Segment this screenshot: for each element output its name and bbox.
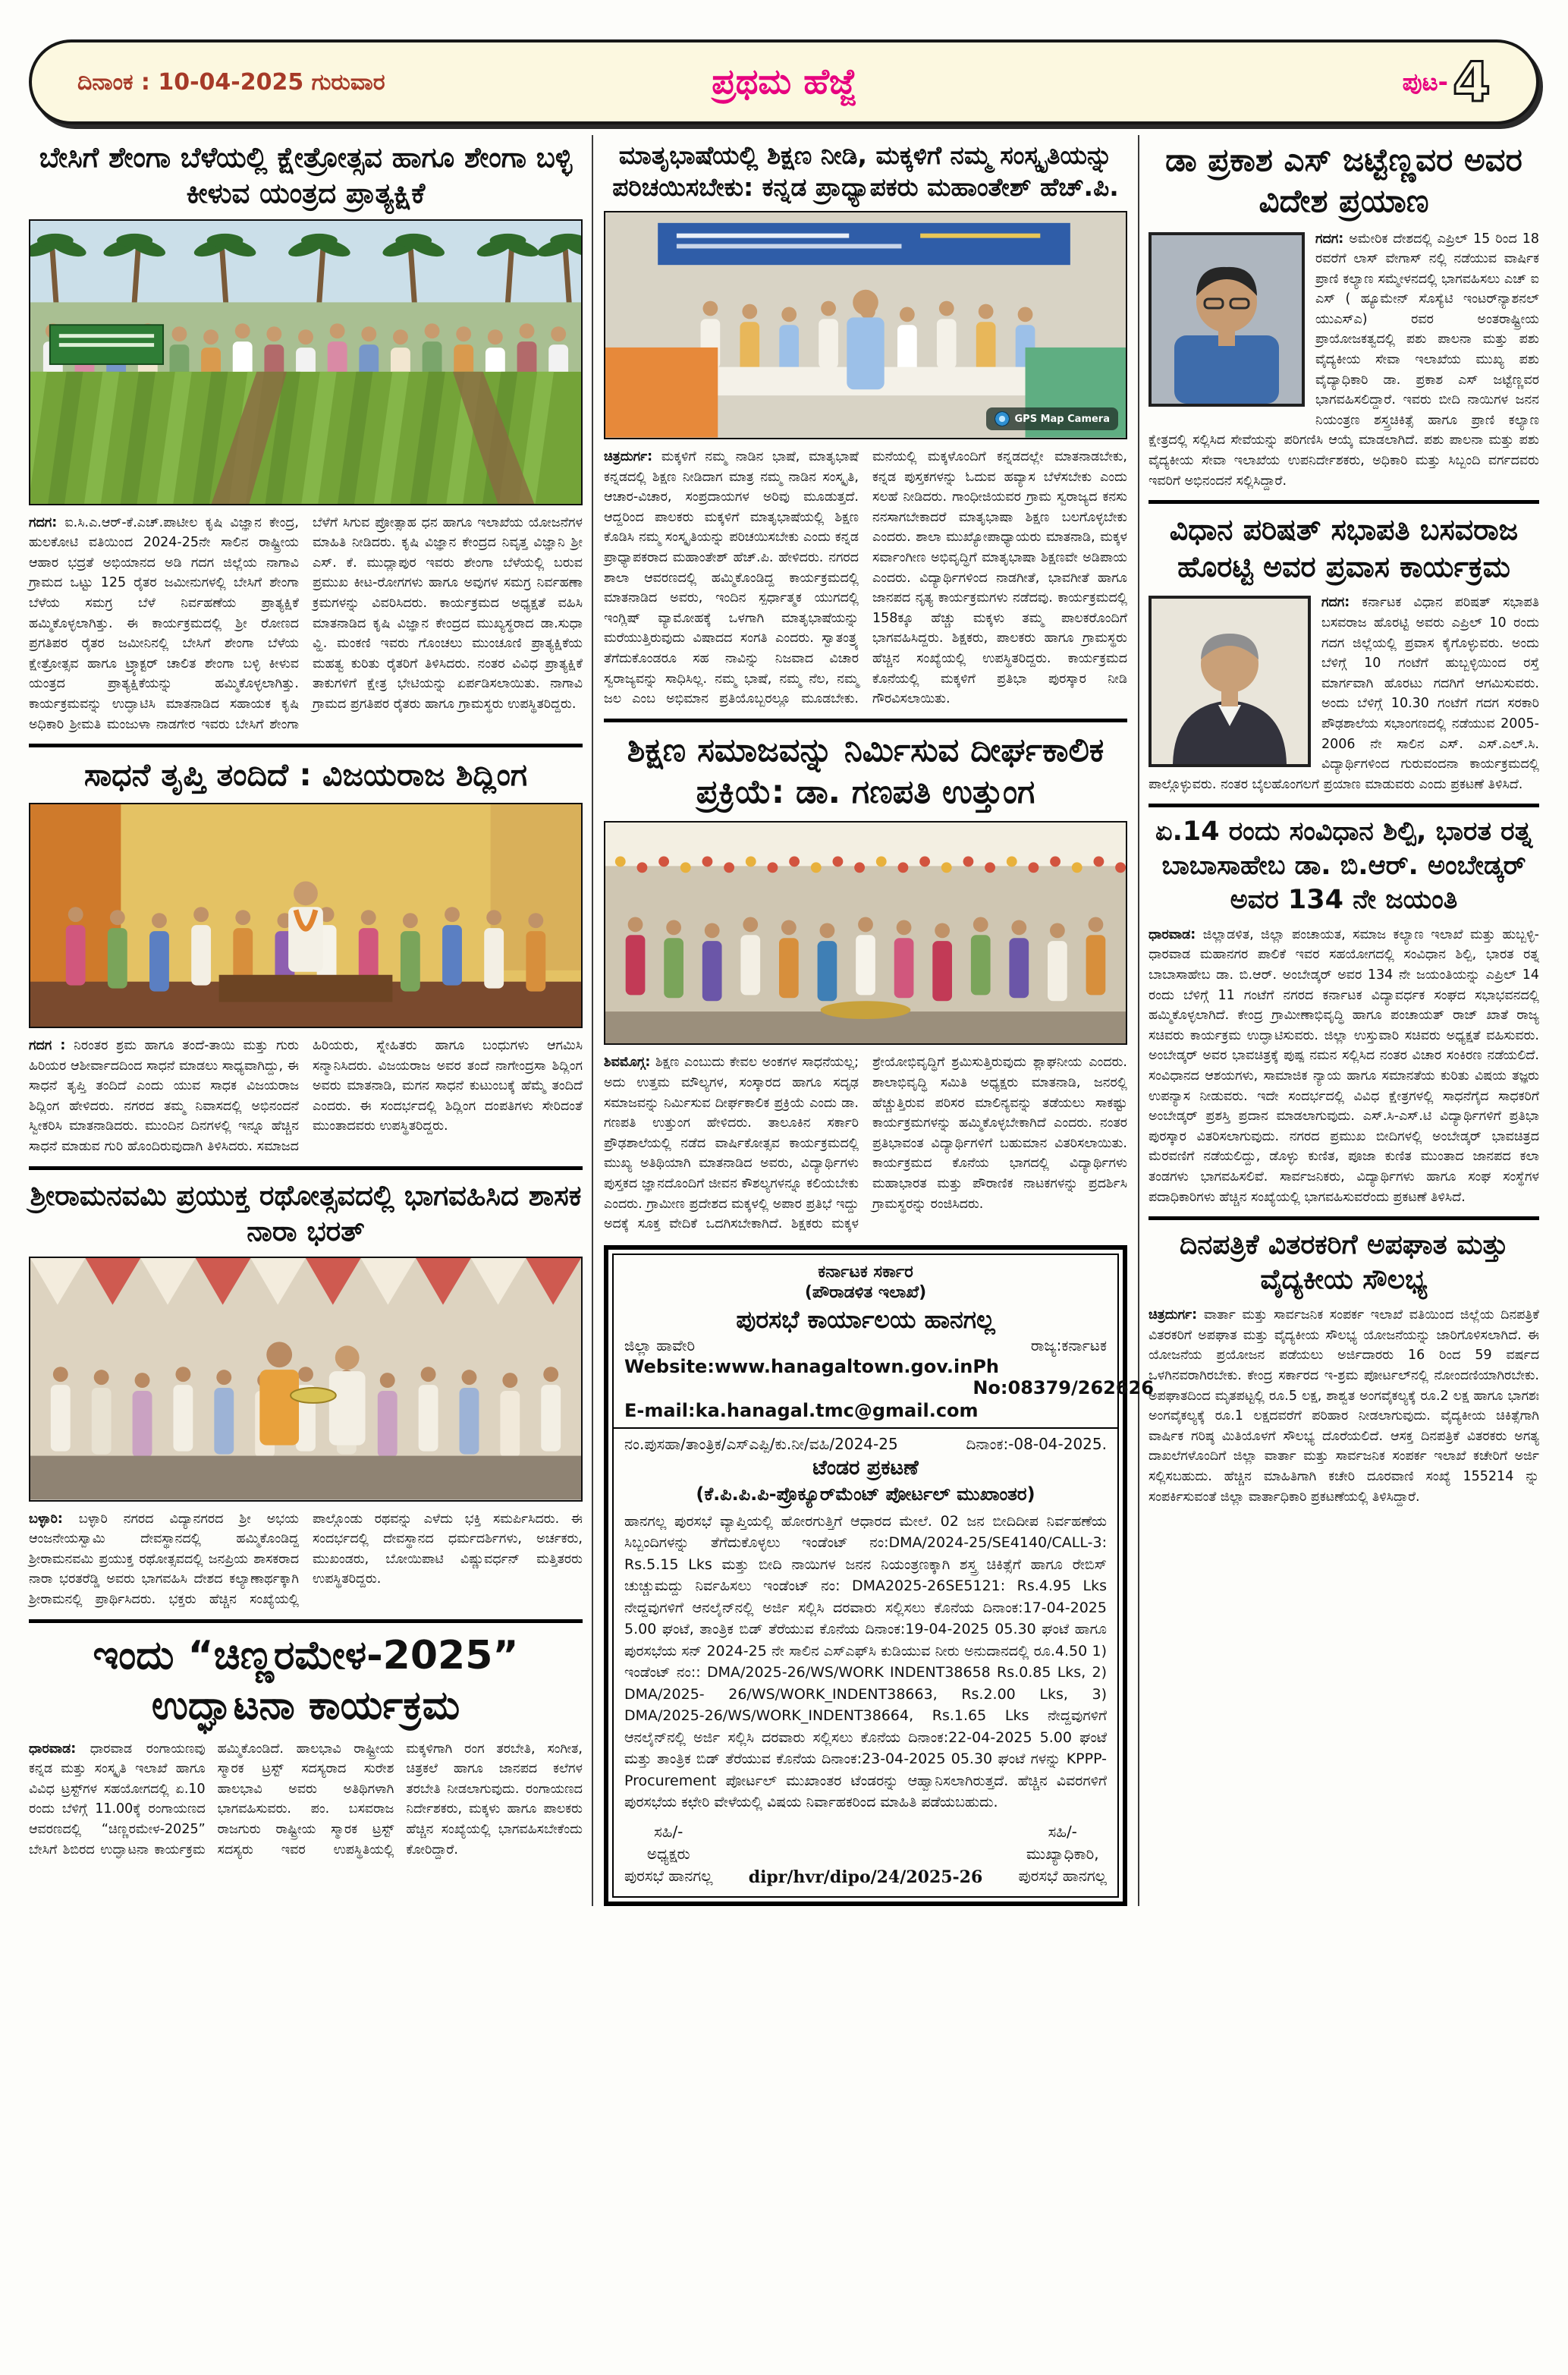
notice-office: ಪುರಸಭೆ ಕಾರ್ಯಾಲಯ ಹಾನಗಲ್ಲ: [736, 1304, 995, 1334]
gps-badge-label: GPS Map Camera: [1014, 413, 1110, 425]
article-groundnut-fieldday: [29, 140, 583, 735]
page-label: ಪುಟ-: [1402, 67, 1448, 96]
article-body: ಗದಗ: ಕರ್ನಾಟಕ ವಿಧಾನ ಪರಿಷತ್ ಸಭಾಪತಿ ಬಸವರಾಜ ಹೊರಟ್ಟಿ ಅವರು ಎಪ್ರಿಲ್ 10 ರಂದು ಗದಗ ಜಿಲ್ಲೆಯಲ್ಲಿ ಪ್ರವಾಸ ಕೈಗೊಳ್ಳುವರು. ಅಂದು ಬೆಳಿಗ್ಗೆ 10 ಗಂಟೆಗೆ ಹುಬ್ಬಳ್ಳಿಯಿಂದ ರಸ್ತೆ ಮಾರ್ಗವಾಗಿ ಹೊರಟು ಗದಗಿಗೆ ಆಗಮಿಸುವರು. ಅಂದು ಬೆಳಿಗ್ಗೆ 10.30 ಗಂಟೆಗೆ ಗದಗ ಸರಕಾರಿ ಪೌಢಶಾಲೆಯ ಸಭಾಂಗಣದಲ್ಲಿ ನಡೆಯುವ 2005-2006 ನೇ ಸಾಲಿನ ಎಸ್. ಎಸ್.ಎಲ್.ಸಿ. ವಿದ್ಯಾರ್ಥಿಗಳಿಂದ ಗುರುವಂದನಾ ಕಾರ್ಯಕ್ರಮದಲ್ಲಿ ಪಾಲ್ಗೊಳ್ಳುವರು. ನಂತರ ಬೈಲಹೊಂಗಲಗೆ ಪ್ರಯಾಣ ಮಾಡುವರು ಎಂದು ಪ್ರಕಟಣೆ ತಿಳಿಸಿದೆ.: [1149, 595, 1539, 792]
article-foreign-travel: [1149, 140, 1539, 491]
article-ambedkar-jayanti: [1149, 815, 1539, 1207]
article-headline: ವಿಧಾನ ಪರಿಷತ್ ಸಭಾಪತಿ ಬಸವರಾಜ ಹೊರಟ್ಟಿ ಅವರ ಪ್ರವಾಸ ಕಾರ್ಯಕ್ರಮ: [1169, 513, 1519, 584]
field-photo-illustration: [30, 221, 581, 504]
notice-ref-row: [624, 1435, 1107, 1453]
article-education-society: [604, 730, 1127, 1235]
notice-department: (ಪೌರಾಡಳಿತ ಇಲಾಖೆ): [804, 1282, 927, 1302]
felicitation-group-photo: [29, 803, 583, 1028]
article-body: ಧಾರವಾಡ: ಧಾರವಾಡ ರಂಗಾಯಣವು ಕನ್ನಡ ಮತ್ತು ಸಂಸ್ಕೃತಿ ಇಲಾಖೆ ಹಾಗೂ ವಿವಿಧ ಟ್ರಸ್ಟ್‌ಗಳ ಸಹಯೋಗದಲ್ಲಿ ಏ.10 ರಂದು ಬೆಳಿಗ್ಗೆ 11.00ಕ್ಕೆ ರಂಗಾಯಣದ ಆವರಣದಲ್ಲಿ “ಚಿಣ್ಣರಮೇಳ-2025” ಬೇಸಿಗೆ ಶಿಬಿರದ ಉದ್ಘಾಟನಾ ಕಾರ್ಯಕ್ರಮ ಹಮ್ಮಿಕೊಂಡಿದೆ. ಹಾಲಭಾವಿ ರಾಷ್ಟ್ರೀಯ ಸ್ಮಾರಕ ಟ್ರಸ್ಟ್ ಸದಸ್ಯರಾದ ಸುರೇಶ ಹಾಲಭಾವಿ ಅವರು ಅತಿಥಿಗಳಾಗಿ ಭಾಗವಹಿಸುವರು. ಪಂ. ಬಸವರಾಜ ರಾಜಗುರು ರಾಷ್ಟ್ರೀಯ ಸ್ಮಾರಕ ಟ್ರಸ್ಟ್ ಸದಸ್ಯರು ಇವರ ಉಪಸ್ಥಿತಿಯಲ್ಲಿ ಮಕ್ಕಳಿಗಾಗಿ ರಂಗ ತರಬೇತಿ, ಸಂಗೀತ, ಚಿತ್ರಕಲೆ ಹಾಗೂ ಜಾನಪದ ಕಲೆಗಳ ತರಬೇತಿ ನೀಡಲಾಗುವುದು. ರಂಗಾಯಣದ ನಿರ್ದೇಶಕರು, ಮಕ್ಕಳು ಹಾಗೂ ಪಾಲಕರು ಹೆಚ್ಚಿನ ಸಂಖ್ಯೆಯಲ್ಲಿ ಭಾಗವಹಿಸಬೇಕೆಂದು ಕೋರಿದ್ದಾರೆ.: [29, 1741, 583, 1858]
notice-body: ಹಾನಗಲ್ಲ ಪುರಸಭೆ ವ್ಯಾಪ್ತಿಯಲ್ಲಿ ಹೋರಗುತ್ತಿಗೆ ಆಧಾರದ ಮೇಲೆ. 02 ಜನ ಬೀದಿದೀಪ ನಿರ್ವಹಣೆಯ ಸಿಬ್ಬಂದಿಗಳನ್ನು ತೆಗೆದುಕೊಳ್ಳಲು ಇಂಡೆಂಟ್ ನಂ:DMA/2024-25/SE4140/CALL-3: Rs.5.15 Lks ಮತ್ತು ಬೀದಿ ನಾಯಿಗಳ ಜನನ ನಿಯಂತ್ರಣಕ್ಕಾಗಿ ಶಸ್ತ್ರ ಚಿಕಿತ್ಸೆಗೆ ಹಾಗೂ ರೇಬಿಸ್ ಚುಚ್ಚುಮದ್ದು ನಿರ್ವಹಿಸಲು ಇಂಡೆಂಟ್ ನಂ: DMA2025-26SE5121: Rs.4.95 Lks ನೇದ್ದವುಗಳಿಗೆ ಆನಲೈನ್‌ನಲ್ಲಿ ಅರ್ಜಿ ಸಲ್ಲಿಸಿ ದರವಾರು ಸಲ್ಲಿಸಲು ಕೊನೆಯ ದಿನಾಂಕ:17-04-2025 5.00 ಘಂಟೆ, ತಾಂತ್ರಿಕ ಬಿಡ್ ತೆರೆಯುವ ಕೊನೆಯ ದಿನಾಂಕ:19-04-2025 05.30 ಘಂಟೆ ಹಾಗೂ ಪುರಸಭೆಯ ಸನ್ 2024-25 ನೇ ಸಾಲಿನ ಎಸ್‌ಎಫ್‌ಸಿ ಕುಡಿಯುವ ನೀರು ಅನುದಾನದಲ್ಲಿ ರೂ.4.50 1) ಇಂಡೆಂಟ್ ನಂ:: DMA/2025-26/WS/WORK INDENT38658 Rs.0.85 Lks, 2) DMA/2025- 26/WS/WORK_INDENT38663, Rs.2.00 Lks, 3) DMA/2025-26/WS/WORK_INDENT38664, Rs.1.65 Lks ನೇದ್ದವುಗಳಿಗೆ ಆನಲೈನ್‌ನಲ್ಲಿ ಅರ್ಜಿ ಸಲ್ಲಿಸಿ ದರವಾರು ಸಲ್ಲಿಸಲು ಕೊನೆಯ ದಿನಾಂಕ:22-04-2025 5.00 ಘಂಟೆ ಮತ್ತು ತಾಂತ್ರಿಕ ಬಿಡ್ ತೆರೆಯುವ ಕೊನೆಯ ದಿನಾಂಕ:23-04-2025 05.30 ಘಂಟೆ ಗಳನ್ನು KPPP-Procurement ಪೋರ್ಟಲ್ ಮುಖಾಂತರ ಟೆಂಡರನ್ನು ಆಹ್ವಾನಿಸಲಾಗಿರುತ್ತದೆ. ಹೆಚ್ಚಿನ ವಿವರಗಳಿಗೆ ಪುರಸಭೆಯ ಕಛೇರಿ ವೇಳೆಯಲ್ಲಿ ವಿಷಯ ನಿರ್ವಾಹಕರಿಂದ ಮಾಹಿತಿ ಪಡೆಯಬಹುದು.: [624, 1512, 1107, 1811]
masthead-date: ದಿನಾಂಕ : 10-04-2025 ಗುರುವಾರ: [77, 68, 385, 96]
portrait-prakash-illustration: [1152, 235, 1302, 404]
notice-government: ಕರ್ನಾಟಕ ಸರ್ಕಾರ: [818, 1262, 913, 1282]
edition-title: ಪ್ರಥಮ ಹೆಜ್ಜೆ: [712, 61, 856, 102]
section-divider: [29, 1619, 583, 1623]
article-ramanavami-rathotsava: [29, 1178, 583, 1610]
dateline: ಗದಗ:: [29, 514, 58, 530]
field-group-photo: [29, 219, 583, 505]
school-event-group-photo: [604, 821, 1127, 1046]
dateline: ಬಳ್ಳಾರಿ:: [29, 1511, 63, 1527]
tender-notice-inner: [612, 1254, 1154, 1898]
portrait-horatti-illustration: [1152, 599, 1308, 764]
article-headline: ಬೇಸಿಗೆ ಶೇಂಗಾ ಬೆಳೆಯಲ್ಲಿ ಕ್ಷೇತ್ರೋತ್ಸವ ಹಾಗೂ ಶೇಂಗಾ ಬಳ್ಳಿ ಕೀಳುವ ಯಂತ್ರದ ಪ್ರಾತ್ಯಕ್ಷಿಕೆ: [39, 141, 573, 210]
dipr-reference: dipr/hvr/dipo/24/2025-26: [748, 1867, 983, 1887]
signature-chief-officer: ಸಹಿ/- ಮುಖ್ಯಾಧಿಕಾರಿ, ಪುರಸಭೆ ಹಾನಗಲ್ಲ: [1018, 1822, 1107, 1885]
notice-date: ದಿನಾಂಕ:-08-04-2025.: [966, 1434, 1107, 1453]
article-mother-tongue-education: [604, 140, 1127, 709]
section-divider: [604, 719, 1127, 722]
portrait-photo-horatti: [1149, 596, 1311, 767]
notice-district-state-row: [624, 1336, 1107, 1354]
section-divider: [1149, 500, 1539, 504]
section-divider: [29, 1166, 583, 1170]
article-body: ಚಿತ್ರದುರ್ಗ: ವಾರ್ತಾ ಮತ್ತು ಸಾರ್ವಜನಿಕ ಸಂಪರ್ಕ ಇಲಾಖೆ ವತಿಯಿಂದ ಜಿಲ್ಲೆಯ ದಿನಪತ್ರಿಕೆ ವಿತರಕರಿಗೆ ಅಪಘಾತ ಮತ್ತು ವೈದ್ಯಕೀಯ ಸೌಲಭ್ಯ ಯೋಜನೆಯನ್ನು ಜಾರಿಗೊಳಿಸಲಾಗಿದೆ. ಈ ಯೋಜನೆಯ ಪ್ರಯೋಜನ ಪಡೆಯಲು ಅರ್ಜಿದಾರರು 16 ರಿಂದ 59 ವರ್ಷದ ಒಳಗಿನವರಾಗಿರಬೇಕು. ಕೇಂದ್ರ ಸರ್ಕಾರದ ಇ-ಶ್ರಮ ಪೋರ್ಟಲ್‌ನಲ್ಲಿ ನೋಂದಣಿಯಾಗಿರಬೇಕು. ಅಪಘಾತದಿಂದ ಮೃತಪಟ್ಟಲ್ಲಿ ರೂ.5 ಲಕ್ಷ, ಶಾಶ್ವತ ಅಂಗವೈಕಲ್ಯಕ್ಕೆ ರೂ.2 ಲಕ್ಷ ಹಾಗೂ ಭಾಗಶಃ ಅಂಗವೈಕಲ್ಯಕ್ಕೆ ರೂ.1 ಲಕ್ಷದವರೆಗೆ ಪರಿಹಾರ ನೀಡಲಾಗುವುದು. ವೈದ್ಯಕೀಯ ಚಿಕಿತ್ಸೆಗಾಗಿ ವಾರ್ಷಿಕ ಗರಿಷ್ಠ ಮಿತಿಯೊಳಗೆ ಸೌಲಭ್ಯ ದೊರೆಯಲಿದೆ. ಆಸಕ್ತ ದಿನಪತ್ರಿಕೆ ವಿತರಕರು ಅಗತ್ಯ ದಾಖಲೆಗಳೊಂದಿಗೆ ಜಿಲ್ಲಾ ವಾರ್ತಾ ಮತ್ತು ಸಾರ್ವಜನಿಕ ಸಂಪರ್ಕ ಇಲಾಖೆ ಕಚೇರಿಗೆ ಅರ್ಜಿ ಸಲ್ಲಿಸಬಹುದು. ಹೆಚ್ಚಿನ ಮಾಹಿತಿಗಾಗಿ ಕಚೇರಿ ದೂರವಾಣಿ ಸಂಖ್ಯೆ 155214 ನ್ನು ಸಂಪರ್ಕಿಸುವಂತೆ ಜಿಲ್ಲಾ ವಾರ್ತಾಧಿಕಾರಿ ಪ್ರಕಟಣೆಯಲ್ಲಿ ತಿಳಿಸಿದ್ದಾರೆ.: [1149, 1307, 1539, 1505]
dateline: ಧಾರವಾಡ:: [29, 1741, 77, 1757]
camera-icon: [995, 411, 1010, 426]
column-right: [1149, 135, 1539, 1906]
article-headline: ಸಾಧನೆ ತೃಪ್ತಿ ತಂದಿದೆ : ವಿಜಯರಾಜ ಶಿದ್ಲಿಂಗ: [83, 757, 528, 794]
dateline: ಚಿತ್ರದುರ್ಗ:: [604, 449, 653, 464]
notice-signatures: [624, 1821, 1107, 1887]
article-body: ಚಿತ್ರದುರ್ಗ: ಮಕ್ಕಳಿಗೆ ನಮ್ಮ ನಾಡಿನ ಭಾಷೆ, ಮಾತೃಭಾಷೆ ಕನ್ನಡದಲ್ಲಿ ಶಿಕ್ಷಣ ನೀಡಿದಾಗ ಮಾತ್ರ ನಮ್ಮ ನಾಡಿನ ಸಂಸ್ಕೃತಿ, ಆಚಾರ-ವಿಚಾರ, ಸಂಪ್ರದಾಯಗಳ ಅರಿವು ಮೂಡುತ್ತದೆ. ಆದ್ದರಿಂದ ಪಾಲಕರು ಮಕ್ಕಳಿಗೆ ಮಾತೃಭಾಷೆಯಲ್ಲಿ ಶಿಕ್ಷಣ ಕೊಡಿಸಿ ನಮ್ಮ ಸಂಸ್ಕೃತಿಯನ್ನು ಪರಿಚಯಿಸಬೇಕು ಎಂದು ಕನ್ನಡ ಪ್ರಾಧ್ಯಾಪಕರಾದ ಮಹಾಂತೇಶ್ ಹೆಚ್.ಪಿ. ಹೇಳಿದರು. ನಗರದ ಶಾಲಾ ಆವರಣದಲ್ಲಿ ಹಮ್ಮಿಕೊಂಡಿದ್ದ ಕಾರ್ಯಕ್ರಮದಲ್ಲಿ ಮಾತನಾಡಿದ ಅವರು, ಇಂದಿನ ಸ್ಪರ್ಧಾತ್ಮಕ ಯುಗದಲ್ಲಿ ಇಂಗ್ಲಿಷ್ ವ್ಯಾಮೋಹಕ್ಕೆ ಒಳಗಾಗಿ ಮಾತೃಭಾಷೆಯನ್ನು ಮರೆಯುತ್ತಿರುವುದು ವಿಷಾದದ ಸಂಗತಿ ಎಂದರು. ಸ್ವಾತಂತ್ರ್ಯ ತೆಗೆದುಕೊಂಡರೂ ಸಹ ನಾವಿನ್ನು ನಿಜವಾದ ವಿಚಾರ ಸ್ವರಾಜ್ಯವನ್ನು ಸಾಧಿಸಿಲ್ಲ. ನಮ್ಮ ಭಾಷೆ, ನಮ್ಮ ನೆಲ, ನಮ್ಮ ಜಲ ಎಂಬ ಅಭಿಮಾನ ಪ್ರತಿಯೊಬ್ಬರಲ್ಲೂ ಮೂಡಬೇಕು. ಮನೆಯಲ್ಲಿ ಮಕ್ಕಳೊಂದಿಗೆ ಕನ್ನಡದಲ್ಲೇ ಮಾತನಾಡಬೇಕು, ಕನ್ನಡ ಪುಸ್ತಕಗಳನ್ನು ಓದುವ ಹವ್ಯಾಸ ಬೆಳೆಸಬೇಕು ಎಂದು ಸಲಹೆ ನೀಡಿದರು. ಗಾಂಧೀಜಿಯವರ ಗ್ರಾಮ ಸ್ವರಾಜ್ಯದ ಕನಸು ನನಸಾಗಬೇಕಾದರೆ ಮಾತೃಭಾಷಾ ಶಿಕ್ಷಣ ಬಲಗೊಳ್ಳಬೇಕು ಎಂದರು. ಶಾಲಾ ಮುಖ್ಯೋಪಾಧ್ಯಾಯರು ಮಾತನಾಡಿ, ಮಕ್ಕಳ ಸರ್ವಾಂಗೀಣ ಅಭಿವೃದ್ಧಿಗೆ ಮಾತೃಭಾಷಾ ಶಿಕ್ಷಣವೇ ಅಡಿಪಾಯ ಎಂದರು. ವಿದ್ಯಾರ್ಥಿಗಳಿಂದ ನಾಡಗೀತೆ, ಭಾವಗೀತೆ ಹಾಗೂ ಜಾನಪದ ನೃತ್ಯ ಕಾರ್ಯಕ್ರಮಗಳು ನಡೆದವು. ಕಾರ್ಯಕ್ರಮದಲ್ಲಿ 158ಕ್ಕೂ ಹೆಚ್ಚು ಮಕ್ಕಳು ತಮ್ಮ ಪಾಲಕರೊಂದಿಗೆ ಭಾಗವಹಿಸಿದ್ದರು. ಶಿಕ್ಷಕರು, ಪಾಲಕರು ಹಾಗೂ ಗ್ರಾಮಸ್ಥರು ಹೆಚ್ಚಿನ ಸಂಖ್ಯೆಯಲ್ಲಿ ಉಪಸ್ಥಿತರಿದ್ದರು. ಕಾರ್ಯಕ್ರಮದ ಕೊನೆಯಲ್ಲಿ ಮಕ್ಕಳಿಗೆ ಪ್ರತಿಭಾ ಪುರಸ್ಕಾರ ನೀಡಿ ಗೌರವಿಸಲಾಯಿತು.: [604, 449, 1127, 707]
gps-map-camera-badge: [986, 407, 1119, 430]
section-divider: [1149, 804, 1539, 807]
article-body: ಧಾರವಾಡ: ಜಿಲ್ಲಾಡಳಿತ, ಜಿಲ್ಲಾ ಪಂಚಾಯತ, ಸಮಾಜ ಕಲ್ಯಾಣ ಇಲಾಖೆ ಮತ್ತು ಹುಬ್ಬಳ್ಳಿ-ಧಾರವಾಡ ಮಹಾನಗರ ಪಾಲಿಕೆ ಇವರ ಸಹಯೋಗದಲ್ಲಿ ಸಂವಿಧಾನ ಶಿಲ್ಪಿ, ಭಾರತ ರತ್ನ ಬಾಬಾಸಾಹೇಬ ಡಾ. ಬಿ.ಆರ್. ಅಂಬೇಡ್ಕರ್ ಅವರ 134 ನೇ ಜಯಂತಿಯನ್ನು ಎಪ್ರಿಲ್ 14 ರಂದು ಬೆಳಿಗ್ಗೆ 11 ಗಂಟೆಗೆ ನಗರದ ಕರ್ನಾಟಕ ವಿದ್ಯಾವರ್ಧಕ ಸಂಘದ ಸಭಾಭವನದಲ್ಲಿ ಹಮ್ಮಿಕೊಳ್ಳಲಾಗಿದೆ. ಕೇಂದ್ರ ಗ್ರಾಮೀಣಾಭಿವೃದ್ಧಿ ಹಾಗೂ ಪಂಚಾಯತ್ ರಾಜ್ ಖಾತೆ ರಾಜ್ಯ ಸಚಿವರು ಕಾರ್ಯಕ್ರಮ ಉದ್ಘಾಟಿಸುವರು. ಜಿಲ್ಲಾ ಉಸ್ತುವಾರಿ ಸಚಿವರು ಅಧ್ಯಕ್ಷತೆ ವಹಿಸುವರು. ಅಂಬೇಡ್ಕರ್ ಅವರ ಭಾವಚಿತ್ರಕ್ಕೆ ಪುಷ್ಪ ನಮನ ಸಲ್ಲಿಸಿದ ನಂತರ ವಿಚಾರ ಸಂಕಿರಣ ನಡೆಯಲಿದೆ. ಸಂವಿಧಾನದ ಆಶಯಗಳು, ಸಾಮಾಜಿಕ ನ್ಯಾಯ ಹಾಗೂ ಸಮಾನತೆಯ ಕುರಿತು ವಿಷಯ ತಜ್ಞರು ಉಪನ್ಯಾಸ ನೀಡುವರು. ಇದೇ ಸಂದರ್ಭದಲ್ಲಿ ವಿವಿಧ ಕ್ಷೇತ್ರಗಳಲ್ಲಿ ಸಾಧನೆಗೈದ ಸಾಧಕರಿಗೆ ಅಂಬೇಡ್ಕರ್ ಪ್ರಶಸ್ತಿ ಪ್ರದಾನ ಮಾಡಲಾಗುವುದು. ಎಸ್.ಸಿ-ಎಸ್.ಟಿ ವಿದ್ಯಾರ್ಥಿಗಳಿಗೆ ಪ್ರತಿಭಾ ಪುರಸ್ಕಾರ ವಿತರಿಸಲಾಗುವುದು. ನಗರದ ಪ್ರಮುಖ ಬೀದಿಗಳಲ್ಲಿ ಅಂಬೇಡ್ಕರ್ ಭಾವಚಿತ್ರದ ಮೆರವಣಿಗೆ ನಡೆಯಲಿದ್ದು, ಡೊಳ್ಳು ಕುಣಿತ, ಪೂಜಾ ಕುಣಿತ ಮುಂತಾದ ಜಾನಪದ ಕಲಾ ತಂಡಗಳು ಭಾಗವಹಿಸಲಿವೆ. ಸಾರ್ವಜನಿಕರು, ವಿದ್ಯಾರ್ಥಿಗಳು ಹಾಗೂ ಸಂಘ ಸಂಸ್ಥೆಗಳ ಪದಾಧಿಕಾರಿಗಳು ಹೆಚ್ಚಿನ ಸಂಖ್ಯೆಯಲ್ಲಿ ಭಾಗವಹಿಸುವರೆಂದು ಪ್ರಕಟಣೆ ತಿಳಿಸಿದೆ.: [1149, 926, 1539, 1205]
article-headline: ಇಂದು “ಚಿಣ್ಣರಮೇಳ-2025” ಉದ್ಘಾಟನಾ ಕಾರ್ಯಕ್ರಮ: [93, 1632, 519, 1729]
notice-email-row: [624, 1400, 1107, 1421]
article-vijayaraja-felicitation: [29, 755, 583, 1156]
article-newspaper-distributors: [1149, 1228, 1539, 1507]
signature-president: ಸಹಿ/- ಅಧ್ಯಕ್ಷರು ಪುರಸಭೆ ಹಾನಗಲ್ಲ: [624, 1822, 713, 1885]
dateline: ಧಾರವಾಡ:: [1149, 926, 1196, 942]
notice-state: ರಾಜ್ಯ:ಕರ್ನಾಟಕ: [1030, 1335, 1107, 1354]
rathotsava-ceremony-photo: [29, 1257, 583, 1501]
dateline: ಚಿತ್ರದುರ್ಗ:: [1149, 1307, 1198, 1323]
column-middle: [592, 135, 1154, 1906]
notice-divider: [614, 1427, 1117, 1429]
dateline: ಶಿವಮೊಗ್ಗ:: [604, 1055, 651, 1071]
dateline: ಗದಗ:: [1321, 595, 1350, 611]
masthead: [29, 39, 1539, 124]
school-photo-illustration: [605, 823, 1126, 1044]
article-body: ಬಳ್ಳಾರಿ: ಬಳ್ಳಾರಿ ನಗರದ ವಿದ್ಯಾನಗರದ ಶ್ರೀ ಅಭಯ ಆಂಜನೇಯಸ್ವಾಮಿ ದೇವಸ್ಥಾನದಲ್ಲಿ ಹಮ್ಮಿಕೊಂಡಿದ್ದ ಶ್ರೀರಾಮನವಮಿ ಪ್ರಯುಕ್ತ ರಥೋತ್ಸವದಲ್ಲಿ ಜನಪ್ರಿಯ ಶಾಸಕರಾದ ನಾರಾ ಭರತರೆಡ್ಡಿ ಅವರು ಭಾಗವಹಿಸಿ ದೇಶದ ಕಲ್ಯಾಣಾರ್ಥಕ್ಕಾಗಿ ಶ್ರೀರಾಮನಲ್ಲಿ ಪ್ರಾರ್ಥಿಸಿದರು. ಭಕ್ತರು ಹೆಚ್ಚಿನ ಸಂಖ್ಯೆಯಲ್ಲಿ ಪಾಲ್ಗೊಂಡು ರಥವನ್ನು ಎಳೆದು ಭಕ್ತಿ ಸಮರ್ಪಿಸಿದರು. ಈ ಸಂದರ್ಭದಲ್ಲಿ ದೇವಸ್ಥಾನದ ಧರ್ಮದರ್ಶಿಗಳು, ಅರ್ಚಕರು, ಮುಖಂಡರು, ಬೋಯಿಪಾಟಿ ವಿಷ್ಣುವರ್ಧನ್ ಮತ್ತಿತರರು ಉಪಸ್ಥಿತರಿದ್ದರು.: [29, 1511, 583, 1607]
article-headline: ಏ.14 ರಂದು ಸಂವಿಧಾನ ಶಿಲ್ಪಿ, ಭಾರತ ರತ್ನ ಬಾಬಾಸಾಹೇಬ ಡಾ. ಬಿ.ಆರ್. ಅಂಬೇಡ್ಕರ್ ಅವರ 134 ನೇ ಜಯಂತಿ: [1155, 816, 1532, 915]
article-headline: ದಿನಪತ್ರಿಕೆ ವಿತರಕರಿಗೆ ಅಪಘಾತ ಮತ್ತು ವೈದ್ಯಕೀಯ ಸೌಲಭ್ಯ: [1179, 1229, 1509, 1296]
notice-contact-row: [624, 1355, 1154, 1398]
article-body: ಗದಗ : ನಿರಂತರ ಶ್ರಮ ಹಾಗೂ ತಂದೆ-ತಾಯಿ ಮತ್ತು ಗುರು ಹಿರಿಯರ ಆಶೀರ್ವಾದದಿಂದ ಸಾಧನೆ ಮಾಡಲು ಸಾಧ್ಯವಾಗಿದ್ದು, ಈ ಸಾಧನೆ ತೃಪ್ತಿ ತಂದಿದೆ ಎಂದು ಯುವ ಸಾಧಕ ವಿಜಯರಾಜ ಶಿದ್ಲಿಂಗ ಹೇಳಿದರು. ನಗರದ ತಮ್ಮ ನಿವಾಸದಲ್ಲಿ ಅಭಿನಂದನೆ ಸ್ವೀಕರಿಸಿ ಮಾತನಾಡಿದರು. ಮುಂದಿನ ದಿನಗಳಲ್ಲಿ ಇನ್ನೂ ಹೆಚ್ಚಿನ ಸಾಧನೆ ಮಾಡುವ ಗುರಿ ಹೊಂದಿರುವುದಾಗಿ ತಿಳಿಸಿದರು. ಸಮಾಜದ ಹಿರಿಯರು, ಸ್ನೇಹಿತರು ಹಾಗೂ ಬಂಧುಗಳು ಆಗಮಿಸಿ ಸನ್ಮಾನಿಸಿದರು. ವಿಜಯರಾಜ ಅವರ ತಂದೆ ನಾಗೇಂದ್ರಸಾ ಶಿದ್ಲಿಂಗ ಅವರು ಮಾತನಾಡಿ, ಮಗನ ಸಾಧನೆ ಕುಟುಂಬಕ್ಕೆ ಹೆಮ್ಮೆ ತಂದಿದೆ ಎಂದರು. ಈ ಸಂದರ್ಭದಲ್ಲಿ ಶಿದ್ಲಿಂಗ ದಂಪತಿಗಳು ಸೇರಿದಂತೆ ಮುಂತಾದವರು ಉಪಸ್ಥಿತರಿದ್ದರು.: [29, 1038, 583, 1154]
dateline: ಗದಗ :: [29, 1038, 66, 1054]
article-headline: ಶ್ರೀರಾಮನವಮಿ ಪ್ರಯುಕ್ತ ರಥೋತ್ಸವದಲ್ಲಿ ಭಾಗವಹಿಸಿದ ಶಾಸಕ ನಾರಾ ಭರತ್: [30, 1178, 582, 1247]
masthead-page: [1020, 50, 1491, 114]
page-columns: [29, 135, 1539, 1906]
portrait-photo-prakash: [1149, 232, 1305, 407]
stage-photo-illustration: [605, 212, 1126, 438]
notice-title: ಟೆಂಡರ ಪ್ರಕಟಣೆ: [812, 1455, 919, 1480]
article-body: ಶಿವಮೊಗ್ಗ: ಶಿಕ್ಷಣ ಎಂಬುದು ಕೇವಲ ಅಂಕಗಳ ಸಾಧನೆಯಲ್ಲ; ಅದು ಉತ್ತಮ ಮೌಲ್ಯಗಳ, ಸಂಸ್ಕಾರದ ಹಾಗೂ ಸದೃಢ ಸಮಾಜವನ್ನು ನಿರ್ಮಿಸುವ ದೀರ್ಘಕಾಲಿಕ ಪ್ರಕ್ರಿಯೆ ಎಂದು ಡಾ. ಗಣಪತಿ ಉತ್ತುಂಗ ಹೇಳಿದರು. ತಾಲೂಕಿನ ಸರ್ಕಾರಿ ಪ್ರೌಢಶಾಲೆಯಲ್ಲಿ ನಡೆದ ವಾರ್ಷಿಕೋತ್ಸವ ಕಾರ್ಯಕ್ರಮದಲ್ಲಿ ಮುಖ್ಯ ಅತಿಥಿಯಾಗಿ ಮಾತನಾಡಿದ ಅವರು, ವಿದ್ಯಾರ್ಥಿಗಳು ಪುಸ್ತಕದ ಜ್ಞಾನದೊಂದಿಗೆ ಜೀವನ ಕೌಶಲ್ಯಗಳನ್ನೂ ಕಲಿಯಬೇಕು ಎಂದರು. ಗ್ರಾಮೀಣ ಪ್ರದೇಶದ ಮಕ್ಕಳಲ್ಲಿ ಅಪಾರ ಪ್ರತಿಭೆ ಇದ್ದು ಅದಕ್ಕೆ ಸೂಕ್ತ ವೇದಿಕೆ ಒದಗಿಸಬೇಕಾಗಿದೆ. ಶಿಕ್ಷಕರು ಮಕ್ಕಳ ಶ್ರೇಯೋಭಿವೃದ್ಧಿಗೆ ಶ್ರಮಿಸುತ್ತಿರುವುದು ಶ್ಲಾಘನೀಯ ಎಂದರು. ಶಾಲಾಭಿವೃದ್ಧಿ ಸಮಿತಿ ಅಧ್ಯಕ್ಷರು ಮಾತನಾಡಿ, ಜನರಲ್ಲಿ ಹೆಚ್ಚುತ್ತಿರುವ ಪರಿಸರ ಮಾಲಿನ್ಯವನ್ನು ತಡೆಯಲು ಸಾಕಷ್ಟು ಕಾರ್ಯಕ್ರಮಗಳನ್ನು ಹಮ್ಮಿಕೊಳ್ಳಬೇಕಾಗಿದೆ ಎಂದರು. ನಂತರ ಪ್ರತಿಭಾವಂತ ವಿದ್ಯಾರ್ಥಿಗಳಿಗೆ ಬಹುಮಾನ ವಿತರಿಸಲಾಯಿತು. ಕಾರ್ಯಕ್ರಮದ ಕೊನೆಯ ಭಾಗದಲ್ಲಿ ವಿದ್ಯಾರ್ಥಿಗಳು ಮಹಾಭಾರತ ಮತ್ತು ಪೌರಾಣಿಕ ನಾಟಕಗಳನ್ನು ಪ್ರದರ್ಶಿಸಿ ಗ್ರಾಮಸ್ಥರನ್ನು ರಂಜಿಸಿದರು.: [604, 1055, 1127, 1232]
tender-notice: [604, 1245, 1154, 1906]
section-divider: [1149, 1216, 1539, 1220]
notice-subtitle: (ಕೆ.ಪಿ.ಪಿ.ಪಿ-ಪ್ರೊಕ್ಯೂರ್‌ಮೆಂಟ್ ಪೋರ್ಟಲ್ ಮುಖಾಂತರ): [696, 1483, 1035, 1505]
article-horatti-tour: [1149, 511, 1539, 794]
article-body: ಗದಗ: ಅಮೇರಿಕ ದೇಶದಲ್ಲಿ ಎಪ್ರಿಲ್ 15 ರಿಂದ 18 ರವರೆಗೆ ಲಾಸ್ ವೇಗಾಸ್ ನಲ್ಲಿ ನಡೆಯುವ ವಾರ್ಷಿಕ ಪ್ರಾಣಿ ಕಲ್ಯಾಣ ಸಮ್ಮೇಳನದಲ್ಲಿ ಭಾಗವಹಿಸಲು ಎಚ್ ಐ ಎಸ್ ( ಹ್ಯೂಮೇನ್ ಸೊಸ್ಯೆಟಿ ಇಂಟರ್‌ನ್ಯಾಶನಲ್ ಯುಎಸ್ಎ) ರವರ ಅಂತರಾಷ್ಟ್ರೀಯ ಪ್ರಾಯೋಜಕತ್ವದಲ್ಲಿ ಪಶು ಪಾಲನಾ ಮತ್ತು ಪಶು ವೈದ್ಯಕೀಯ ಸೇವಾ ಇಲಾಖೆಯ ಮುಖ್ಯ ಪಶು ವೈದ್ಯಾಧಿಕಾರಿ ಡಾ. ಪ್ರಕಾಶ ಎಸ್ ಜಟ್ಟೆಣ್ಣವರ ಭಾಗವಹಿಸಲಿದ್ದಾರೆ. ಇವರು ಬೀದಿ ನಾಯಿಗಳ ಜನನ ನಿಯಂತ್ರಣ ಶಸ್ತ್ರಚಿಕಿತ್ಸೆ ಹಾಗೂ ಪ್ರಾಣಿ ಕಲ್ಯಾಣ ಕ್ಷೇತ್ರದಲ್ಲಿ ಸಲ್ಲಿಸಿದ ಸೇವೆಯನ್ನು ಪರಿಗಣಿಸಿ ಆಯ್ಕೆ ಮಾಡಲಾಗಿದೆ. ಪಶು ಪಾಲನಾ ಮತ್ತು ಪಶು ವೈದ್ಯಕೀಯ ಸೇವಾ ಇಲಾಖೆಯ ಉಪನಿರ್ದೇಶಕರು, ಅಧಿಕಾರಿ ಮತ್ತು ಸಿಬ್ಬಂದಿ ವರ್ಗದವರು ಇವರಿಗೆ ಅಭಿನಂದನೆ ಸಲ್ಲಿಸಿದ್ದಾರೆ.: [1149, 231, 1539, 489]
article-body: ಗದಗ: ಐ.ಸಿ.ಎ.ಆರ್-ಕೆ.ಎಚ್.ಪಾಟೀಲ ಕೃಷಿ ವಿಜ್ಞಾನ ಕೇಂದ್ರ, ಹುಲಕೋಟಿ ವತಿಯಿಂದ 2024-25ನೇ ಸಾಲಿನ ರಾಷ್ಟ್ರೀಯ ಆಹಾರ ಭದ್ರತೆ ಅಭಿಯಾನದ ಅಡಿ ಗದಗ ಜಿಲ್ಲೆಯ ನಾಗಾವಿ ಗ್ರಾಮದ ಒಟ್ಟು 125 ರೈತರ ಜಮೀನುಗಳಲ್ಲಿ ಬೇಸಿಗೆ ಶೇಂಗಾ ಬೆಳೆಯ ಸಮಗ್ರ ಬೆಳೆ ನಿರ್ವಹಣೆಯ ಪ್ರಾತ್ಯಕ್ಷಿಕೆ ಹಮ್ಮಿಕೊಳ್ಳಲಾಗಿತ್ತು. ಈ ಕಾರ್ಯಕ್ರಮದಲ್ಲಿ ಶ್ರೀ ರೋಣದ ಪ್ರಗತಿಪರ ರೈತರ ಜಮೀನಿನಲ್ಲಿ ಬೇಸಿಗೆ ಶೇಂಗಾ ಬೆಳೆಯ ಕ್ಷೇತ್ರೋತ್ಸವ ಹಾಗೂ ಟ್ರ್ಯಾಕ್ಟರ್ ಚಾಲಿತ ಶೇಂಗಾ ಬಳ್ಳಿ ಕೀಳುವ ಯಂತ್ರದ ಪ್ರಾತ್ಯಕ್ಷಿಕೆಯನ್ನು ಹಮ್ಮಿಕೊಳ್ಳಲಾಗಿತ್ತು. ಕಾರ್ಯಕ್ರಮವನ್ನು ಉದ್ಘಾಟಿಸಿ ಮಾತನಾಡಿದ ಸಹಾಯಕ ಕೃಷಿ ಅಧಿಕಾರಿ ಶ್ರೀಮತಿ ಮಂಜುಳಾ ನಾಡಗೇರ ಇವರು ಬೇಸಿಗೆ ಶೇಂಗಾ ಬೆಳೆಗೆ ಸಿಗುವ ಪ್ರೋತ್ಸಾಹ ಧನ ಹಾಗೂ ಇಲಾಖೆಯ ಯೋಜನೆಗಳ ಮಾಹಿತಿ ನೀಡಿದರು. ಕೃಷಿ ವಿಜ್ಞಾನ ಕೇಂದ್ರದ ನಿವೃತ್ತ ವಿಜ್ಞಾನಿ ಶ್ರೀ ಎಸ್. ಕೆ. ಮುದ್ಲಾಪುರ ಇವರು ಶೇಂಗಾ ಬೆಳೆಯಲ್ಲಿ ಬರುವ ಪ್ರಮುಖ ಕೀಟ-ರೋಗಗಳು ಹಾಗೂ ಅವುಗಳ ಸಮಗ್ರ ನಿರ್ವಹಣಾ ಕ್ರಮಗಳನ್ನು ವಿವರಿಸಿದರು. ಕಾರ್ಯಕ್ರಮದ ಅಧ್ಯಕ್ಷತೆ ವಹಿಸಿ ಮಾತನಾಡಿದ ಕೃಷಿ ವಿಜ್ಞಾನ ಕೇಂದ್ರದ ಮುಖ್ಯಸ್ಥರಾದ ಡಾ.ಸುಧಾ ವ್ಹಿ. ಮಂಕಣಿ ಇವರು ಗೊಂಚಲು ಮುಂಚೂಣಿ ಪ್ರಾತ್ಯಕ್ಷಿಕೆಯ ಮಹತ್ವ ಕುರಿತು ರೈತರಿಗೆ ತಿಳಿಸಿದರು. ನಂತರ ವಿವಿಧ ಪ್ರಾತ್ಯಕ್ಷಿಕೆ ತಾಕುಗಳಿಗೆ ಕ್ಷೇತ್ರ ಭೇಟಿಯನ್ನು ಏರ್ಪಡಿಸಲಾಯಿತು. ನಾಗಾವಿ ಗ್ರಾಮದ ಪ್ರಗತಿಪರ ರೈತರು ಹಾಗೂ ಗ್ರಾಮಸ್ಥರು ಉಪಸ್ಥಿತರಿದ್ದರು.: [29, 514, 583, 732]
article-headline: ಮಾತೃಭಾಷೆಯಲ್ಲಿ ಶಿಕ್ಷಣ ನೀಡಿ, ಮಕ್ಕಳಿಗೆ ನಮ್ಮ ಸಂಸ್ಕೃತಿಯನ್ನು ಪರಿಚಯಿಸಬೇಕು: ಕನ್ನಡ ಪ್ರಾಧ್ಯಾಪಕರು ಮಹಾಂತೇಶ್ ಹೆಚ್.ಪಿ.: [612, 140, 1119, 203]
notice-district: ಜಿಲ್ಲಾ ಹಾವೇರಿ: [624, 1335, 696, 1354]
article-chinnaramela: [29, 1631, 583, 1861]
article-headline: ಶಿಕ್ಷಣ ಸಮಾಜವನ್ನು ನಿರ್ಮಿಸುವ ದೀರ್ಘಕಾಲಿಕ ಪ್ರಕ್ರಿಯೆ: ಡಾ. ಗಣಪತಿ ಉತ್ತುಂಗ: [627, 731, 1105, 811]
article-headline: ಡಾ ಪ್ರಕಾಶ ಎಸ್ ಜಟ್ಟೆಣ್ಣವರ ಅವರ ವಿದೇಶ ಪ್ರಯಾಣ: [1165, 141, 1522, 219]
notice-phone: Ph No:08379/262626: [973, 1355, 1154, 1398]
notice-website: Website:www.hanagaltown.gov.in: [624, 1355, 973, 1377]
dateline: ಗದಗ:: [1315, 231, 1344, 247]
page-number: 4: [1452, 50, 1491, 114]
section-divider: [29, 744, 583, 747]
stage-event-photo: [604, 211, 1127, 439]
notice-ref-number: ನಂ.ಪುಸಹಾ/ತಾಂತ್ರಿಕ/ಎಸ್‌ಎಪ್ಪಿ/ಕು.ನೀ/ವಹಿ/2024-25: [624, 1434, 898, 1453]
column-left: [29, 135, 583, 1906]
felicitation-photo-illustration: [30, 804, 581, 1027]
ceremony-photo-illustration: [30, 1258, 581, 1499]
notice-email: E-mail:ka.hanagal.tmc@gmail.com: [624, 1399, 979, 1421]
